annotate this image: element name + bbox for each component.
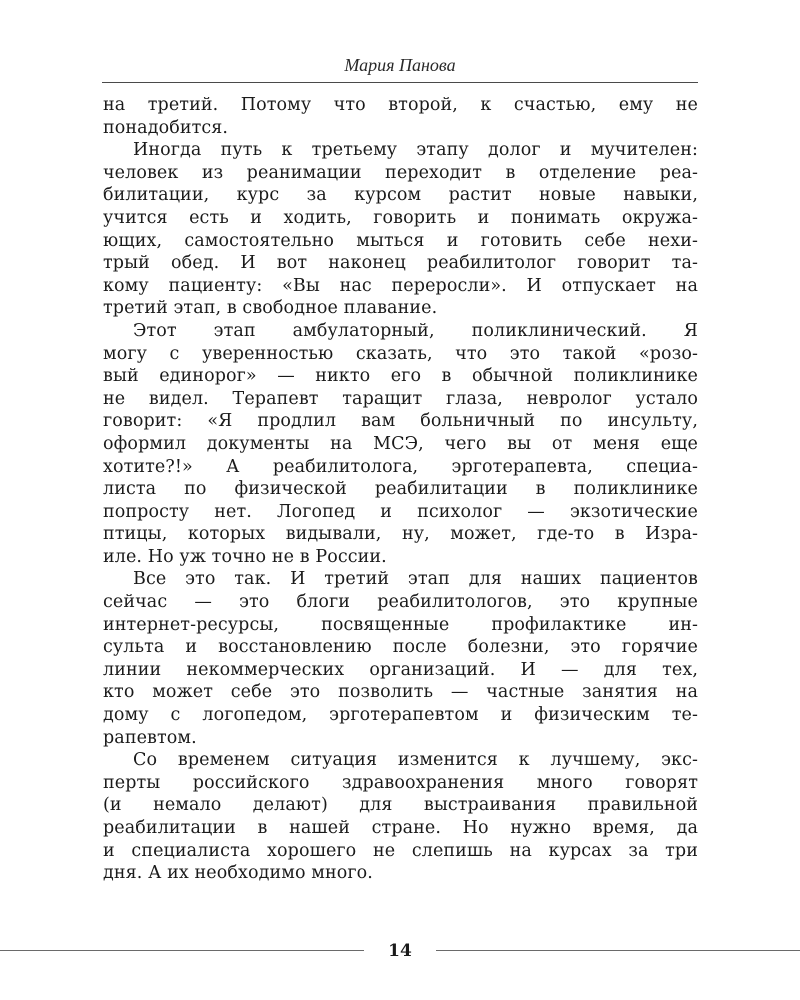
text-line: человек из реанимации переходит в отделение реа- <box>103 162 698 183</box>
text-line: учится есть и ходить, говорить и понимать окружа- <box>103 207 698 228</box>
text-line: на третий. Потому что второй, к счастью, ему не <box>103 95 698 115</box>
page-number: 14 <box>388 941 412 961</box>
text-line: сульта и восстановлению после болезни, это горячие <box>103 637 698 658</box>
text-line: реабилитации в нашей стране. Но нужно время, да <box>103 818 698 838</box>
paragraph <box>103 749 698 885</box>
text-line: вый единорог» — никто его в обычной поликлинике <box>103 366 698 387</box>
text-line: понадобится. <box>103 117 229 138</box>
text-line: Все это так. И третий этап для наших пациентов <box>133 569 698 590</box>
text-line: интернет-ресурсы, посвященные профилактике ин- <box>103 614 698 635</box>
text-line: оформил документы на МСЭ, чего вы от меня еще <box>103 433 698 454</box>
text-line: Со временем ситуация изменится к лучшему, экс- <box>133 750 698 771</box>
paragraph <box>103 139 698 320</box>
text-line: говорит: «Я продлил вам больничный по инсульту, <box>103 411 698 432</box>
text-line: трый обед. И вот наконец реабилитолог говорит та- <box>103 253 698 274</box>
text-line: иле. Но уж точно не в России. <box>103 546 387 567</box>
footer-rule-right <box>436 950 800 951</box>
text-line: кому пациенту: «Вы нас переросли». И отпускает на <box>103 275 698 296</box>
text-line: дня. А их необходимо много. <box>103 863 373 884</box>
text-line: птицы, которых видывали, ну, может, где-то в Изра- <box>103 524 698 545</box>
text-line: листа по физической реабилитации в поликлинике <box>103 479 698 500</box>
text-line: хотите?!» А реабилитолога, эрготерапевта, специа- <box>103 456 698 477</box>
page-footer <box>0 938 800 964</box>
text-line: дому с логопедом, эрготерапевтом и физическим те- <box>103 705 698 726</box>
text-line: могу с уверенностью сказать, что это такой «розо- <box>103 343 698 364</box>
text-line: Иногда путь к третьему этапу долог и мучителен: <box>133 140 698 161</box>
paragraph <box>103 94 698 139</box>
text-line: попросту нет. Логопед и психолог — экзотические <box>103 501 698 522</box>
paragraph <box>103 568 698 749</box>
text-line: билитации, курс за курсом растит новые навыки, <box>103 185 698 206</box>
text-line: (и немало делают) для выстраивания правильной <box>103 795 698 816</box>
text-line: линии некоммерческих организаций. И — для тех, <box>103 659 698 680</box>
text-line: ющих, самостоятельно мыться и готовить себе нехи- <box>103 230 698 251</box>
text-line: рапевтом. <box>103 727 197 748</box>
text-line: не видел. Терапевт таращит глаза, невролог устало <box>103 388 698 409</box>
text-line: сейчас — это блоги реабилитологов, это крупные <box>103 592 698 613</box>
footer-rule-left <box>0 950 364 951</box>
body-text <box>103 94 698 885</box>
text-line: перты российского здравоохранения много говорят <box>103 772 698 793</box>
text-line: кто может себе это позволить — частные занятия на <box>103 682 698 703</box>
text-line: третий этап, в свободное плавание. <box>103 298 438 319</box>
running-head-author: Мария Панова <box>344 55 456 75</box>
text-line: Этот этап амбулаторный, поликлинический. Я <box>133 320 698 341</box>
text-line: и специалиста хорошего не слепишь на курсах за три <box>103 840 698 861</box>
header-rule <box>102 82 698 83</box>
paragraph <box>103 320 698 569</box>
